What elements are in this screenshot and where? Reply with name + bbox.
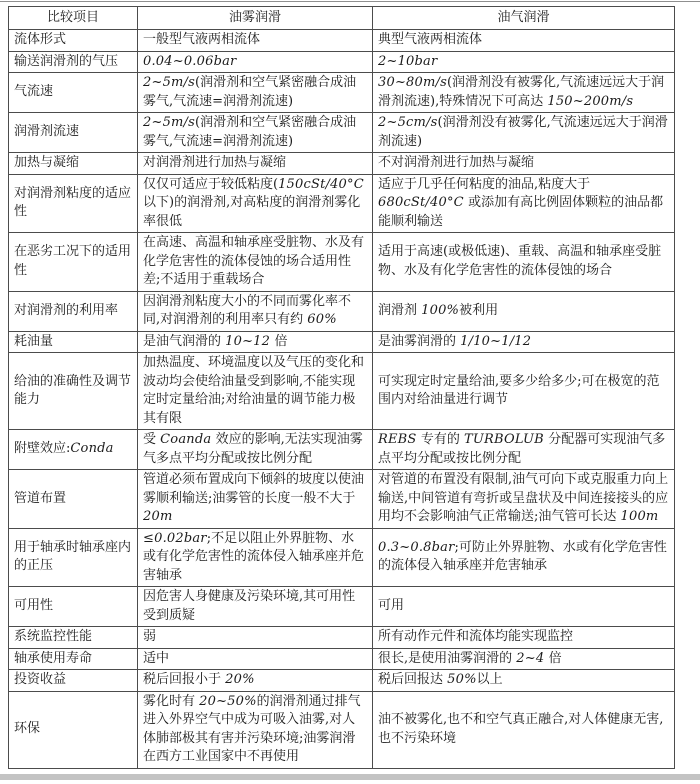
oil-air-cell: 2~10bar <box>373 51 675 73</box>
row-label: 环保 <box>9 691 138 768</box>
oil-mist-cell: ≤0.02bar;不足以阻止外界脏物、水或有化学危害性的流体侵入轴承座并危害轴承 <box>138 528 373 587</box>
oil-mist-cell: 受 Coanda 效应的影响,无法实现油雾气多点平均分配或按比例分配 <box>138 430 373 470</box>
table-row <box>9 430 675 470</box>
oil-mist-cell: 仅仅可适应于较低粘度(150cSt/40°C 以下)的润滑剂,对高粘度的润滑剂雾化率很低 <box>138 174 373 233</box>
column-header-item: 比较项目 <box>9 7 138 30</box>
table-row <box>9 353 675 430</box>
oil-mist-cell: 0.04~0.06bar <box>138 51 373 73</box>
oil-air-cell: 适用于高速(或极低速)、重载、高温和轴承座受脏物、水及有化学危害性的流体侵蚀的场合 <box>373 233 675 292</box>
table-row <box>9 670 675 692</box>
table-row <box>9 528 675 587</box>
row-label: 对润滑剂粘度的适应性 <box>9 174 138 233</box>
oil-mist-cell: 在高速、高温和轴承座受脏物、水及有化学危害性的流体侵蚀的场合适用性差;不适用于重载场合 <box>138 233 373 292</box>
oil-air-cell: 典型气液两相流体 <box>373 30 675 52</box>
oil-mist-cell: 弱 <box>138 627 373 649</box>
table-row <box>9 73 675 113</box>
oil-mist-cell: 管道必须布置成向下倾斜的坡度以使油雾顺利输送;油雾管的长度一般不大于 20m <box>138 470 373 529</box>
table-row <box>9 113 675 153</box>
oil-air-cell: 润滑剂 100%被利用 <box>373 291 675 331</box>
oil-air-cell: 可用 <box>373 587 675 627</box>
row-label: 投资收益 <box>9 670 138 692</box>
row-label: 在恶劣工况下的适用性 <box>9 233 138 292</box>
oil-mist-cell: 2~5m/s(润滑剂和空气紧密融合成油雾气,气流速=润滑剂流速) <box>138 113 373 153</box>
row-label: 流体形式 <box>9 30 138 52</box>
oil-air-cell: REBS 专有的 TURBOLUB 分配器可实现油气多点平均分配或按比例分配 <box>373 430 675 470</box>
oil-air-cell: 油不被雾化,也不和空气真正融合,对人体健康无害,也不污染环境 <box>373 691 675 768</box>
oil-air-cell: 可实现定时定量给油,要多少给多少;可在极宽的范围内对给油量进行调节 <box>373 353 675 430</box>
top-page-rule <box>0 1 700 2</box>
row-label: 系统监控性能 <box>9 627 138 649</box>
table-row <box>9 691 675 768</box>
row-label: 润滑剂流速 <box>9 113 138 153</box>
oil-mist-cell: 适中 <box>138 648 373 670</box>
row-label: 用于轴承时轴承座内的正压 <box>9 528 138 587</box>
oil-mist-cell: 2~5m/s(润滑剂和空气紧密融合成油雾气,气流速=润滑剂流速) <box>138 73 373 113</box>
table-row <box>9 648 675 670</box>
row-label: 对润滑剂的利用率 <box>9 291 138 331</box>
oil-mist-cell: 因危害人身健康及污染环境,其可用性受到质疑 <box>138 587 373 627</box>
oil-air-cell: 2~5cm/s(润滑剂没有被雾化,气流速远远大于润滑剂流速) <box>373 113 675 153</box>
row-label: 轴承使用寿命 <box>9 648 138 670</box>
oil-mist-cell: 加热温度、环境温度以及气压的变化和波动均会使给油量受到影响,不能实现定时定量给油;对给油量的调节能力极其有限 <box>138 353 373 430</box>
oil-air-cell: 税后回报达 50%以上 <box>373 670 675 692</box>
oil-air-cell: 是油雾润滑的 1/10~1/12 <box>373 331 675 353</box>
table-row <box>9 470 675 529</box>
oil-mist-cell: 税后回报小于 20% <box>138 670 373 692</box>
oil-air-cell: 0.3~0.8bar;可防止外界脏物、水或有化学危害性的流体侵入轴承座并危害轴承 <box>373 528 675 587</box>
table-row <box>9 233 675 292</box>
table-row <box>9 587 675 627</box>
oil-air-cell: 所有动作元件和流体均能实现监控 <box>373 627 675 649</box>
oil-mist-cell: 雾化时有 20~50%的润滑剂通过排气进入外界空气中成为可吸入油雾,对人体肺部极其有害并污染环境;油雾润滑在西方工业国家中不再使用 <box>138 691 373 768</box>
row-label: 气流速 <box>9 73 138 113</box>
table-row <box>9 174 675 233</box>
table-row <box>9 153 675 175</box>
row-label: 可用性 <box>9 587 138 627</box>
column-header-oil-mist: 油雾润滑 <box>138 7 373 30</box>
row-label: 耗油量 <box>9 331 138 353</box>
oil-mist-cell: 因润滑剂粘度大小的不同而雾化率不同,对润滑剂的利用率只有约 60% <box>138 291 373 331</box>
row-label: 加热与凝缩 <box>9 153 138 175</box>
header-row <box>9 7 675 30</box>
oil-air-cell: 对管道的布置没有限制,油气可向下或克服重力向上输送,中间管道有弯折或呈盘状及中间连接接头的应用均不会影响油气正常输送;油气管可长达 100m <box>373 470 675 529</box>
oil-air-cell: 不对润滑剂进行加热与凝缩 <box>373 153 675 175</box>
table-row <box>9 51 675 73</box>
lubrication-comparison-table <box>8 6 675 769</box>
table-row <box>9 627 675 649</box>
row-label: 管道布置 <box>9 470 138 529</box>
column-header-oil-air: 油气润滑 <box>373 7 675 30</box>
row-label: 输送润滑剂的气压 <box>9 51 138 73</box>
oil-mist-cell: 是油气润滑的 10~12 倍 <box>138 331 373 353</box>
oil-air-cell: 很长,是使用油雾润滑的 2~4 倍 <box>373 648 675 670</box>
row-label: 附壁效应:Conda <box>9 430 138 470</box>
oil-mist-cell: 一般型气液两相流体 <box>138 30 373 52</box>
table-row <box>9 331 675 353</box>
oil-air-cell: 适应于几乎任何粘度的油品,粘度大于 680cSt/40°C 或添加有高比例固体颗粒的油品都能顺利输送 <box>373 174 675 233</box>
bottom-page-band <box>0 774 700 780</box>
table-row <box>9 291 675 331</box>
row-label: 给油的准确性及调节能力 <box>9 353 138 430</box>
table-row <box>9 30 675 52</box>
oil-air-cell: 30~80m/s(润滑剂没有被雾化,气流速远远大于润滑剂流速),特殊情况下可高达 150~200m/s <box>373 73 675 113</box>
oil-mist-cell: 对润滑剂进行加热与凝缩 <box>138 153 373 175</box>
